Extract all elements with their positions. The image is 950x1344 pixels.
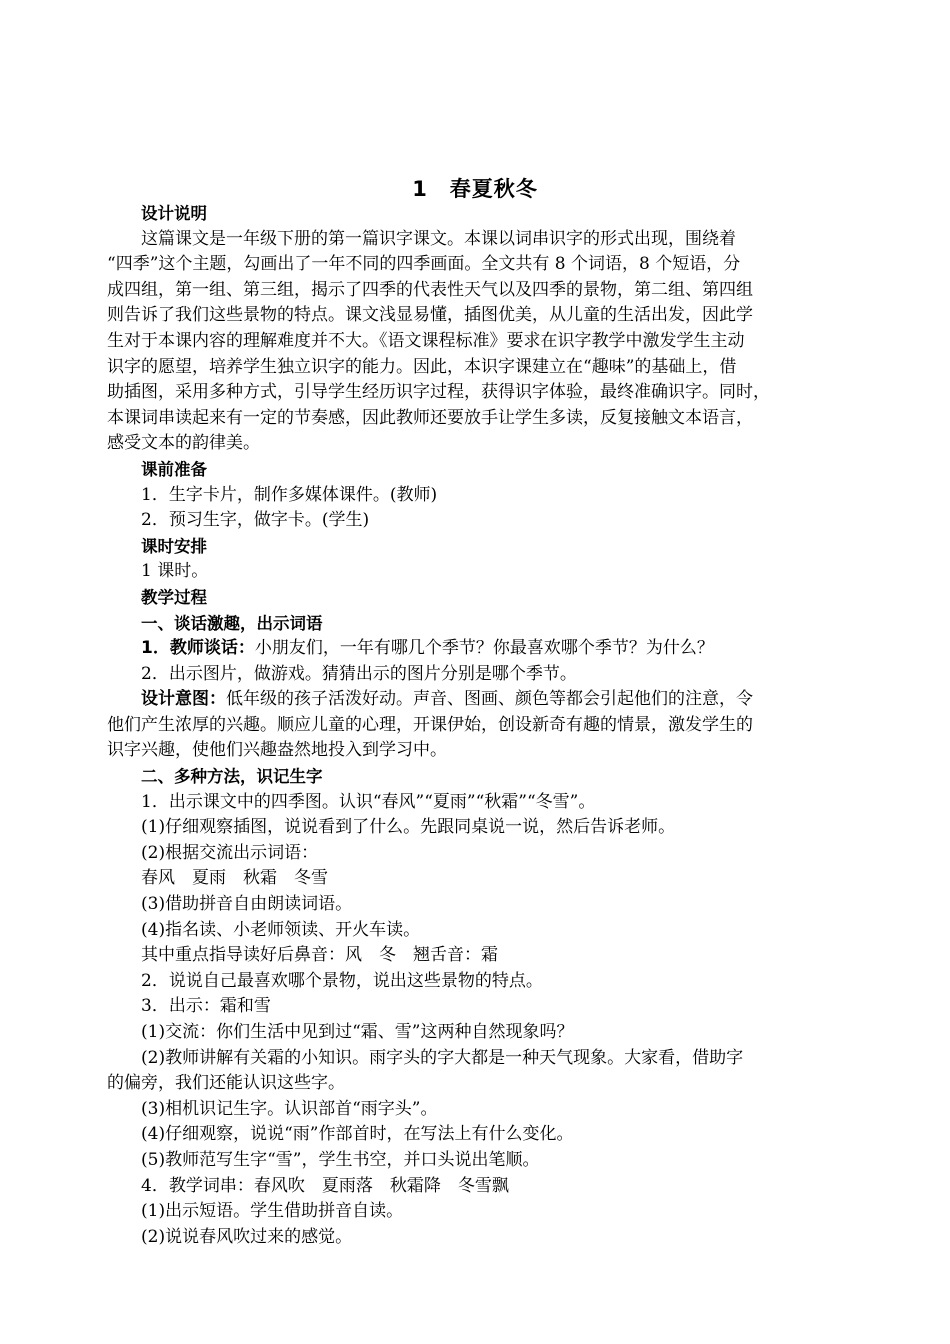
s2-line: 4．教学词串：春风吹 夏雨落 秋霜降 冬雪飘 bbox=[141, 1175, 509, 1196]
s2-focus: 其中重点指导读好后鼻音：风 冬 翘舌音：霜 bbox=[141, 945, 498, 966]
design-line: 助插图，采用多种方式，引导学生经历识字过程，获得识字体验，最终准确识字。同时， bbox=[107, 382, 770, 403]
s2-line: (2)说说春风吹过来的感觉。 bbox=[141, 1226, 353, 1247]
subsection-heading-1: 一、谈话激趣，出示词语 bbox=[141, 613, 323, 633]
schedule-text: 1 课时。 bbox=[141, 561, 209, 582]
design-intent-line: 识字兴趣，使他们兴趣盎然地投入到学习中。 bbox=[107, 740, 447, 761]
s2-words: 春风 夏雨 秋霜 冬雪 bbox=[141, 868, 328, 889]
s2-line: (4)指名读、小老师领读、开火车读。 bbox=[141, 919, 421, 940]
document-body bbox=[107, 201, 811, 1250]
subsection-heading-2: 二、多种方法，识记生字 bbox=[141, 767, 323, 787]
prep-item: 2．预习生字，做字卡。(学生) bbox=[141, 510, 370, 531]
design-line: “四季”这个主题，勾画出了一年不同的四季画面。全文共有 8 个词语，8 个短语，分 bbox=[107, 254, 741, 275]
design-line: 则告诉了我们这些景物的特点。课文浅显易懂，插图优美，从儿童的生活出发，因此学 bbox=[107, 305, 753, 326]
s2-explain: (2)教师讲解有关霜的小知识。雨字头的字大都是一种天气现象。大家看，借助字 bbox=[141, 1047, 744, 1068]
s1-item-1 bbox=[141, 636, 811, 662]
s2-line: (3)借助拼音自由朗读词语。 bbox=[141, 894, 353, 915]
design-intent bbox=[141, 687, 811, 713]
prep-item: 1．生字卡片，制作多媒体课件。(教师) bbox=[141, 484, 438, 505]
design-line: 感受文本的韵律美。 bbox=[107, 433, 260, 454]
design-line: 生对于本课内容的理解难度并不大。《语文课程标准》要求在识字教学中激发学生主动 bbox=[107, 330, 745, 351]
s2-explain: 的偏旁，我们还能认识这些字。 bbox=[107, 1073, 345, 1094]
s2-line: 3．出示：霜和雪 bbox=[141, 996, 271, 1017]
design-line: 这篇课文是一年级下册的第一篇识字课文。本课以词串识字的形式出现，围绕着 bbox=[141, 228, 736, 249]
s2-line: 1．出示课文中的四季图。认识“春风”“夏雨”“秋霜”“冬雪”。 bbox=[141, 791, 596, 812]
s1-item-2: 2．出示图片，做游戏。猜猜出示的图片分别是哪个季节。 bbox=[141, 663, 577, 684]
design-intent-line: 他们产生浓厚的兴趣。顺应儿童的心理，开课伊始，创设新奇有趣的情景，激发学生的 bbox=[107, 714, 753, 735]
design-line: 识字的愿望，培养学生独立识字的能力。因此，本识字课建立在“趣味”的基础上，借 bbox=[107, 356, 737, 377]
s1-item-1-label: 1．教师谈话： bbox=[141, 638, 255, 659]
s2-line: (1)出示短语。学生借助拼音自读。 bbox=[141, 1201, 404, 1222]
section-heading-process: 教学过程 bbox=[141, 587, 207, 607]
s2-line: (1)交流：你们生活中见到过“霜、雪”这两种自然现象吗？ bbox=[141, 1022, 574, 1042]
section-heading-prep: 课前准备 bbox=[141, 459, 207, 479]
design-intent-label: 设计意图： bbox=[141, 689, 226, 710]
s2-line: (5)教师范写生字“雪”，学生书空，并口头说出笔顺。 bbox=[141, 1149, 540, 1170]
section-heading-schedule: 课时安排 bbox=[141, 536, 207, 556]
design-line: 本课词串读起来有一定的节奏感，因此教师还要放手让学生多读，反复接触文本语言， bbox=[107, 407, 753, 428]
design-line: 成四组，第一组、第三组，揭示了四季的代表性天气以及四季的景物，第二组、第四组 bbox=[107, 279, 753, 300]
s1-item-1-text: 小朋友们，一年有哪几个季节？你最喜欢哪个季节？为什么？ bbox=[254, 638, 714, 659]
s2-line: (3)相机识记生字。认识部首“雨字头”。 bbox=[141, 1098, 438, 1119]
s2-line: (2)根据交流出示词语： bbox=[141, 842, 319, 863]
design-intent-text: 低年级的孩子活泼好动。声音、图画、颜色等都会引起他们的注意，令 bbox=[226, 689, 753, 710]
section-heading-design: 设计说明 bbox=[141, 204, 207, 223]
page-title: 1 春夏秋冬 bbox=[412, 177, 538, 201]
s2-line: (4)仔细观察，说说“雨”作部首时，在写法上有什么变化。 bbox=[141, 1124, 574, 1145]
s2-line: 2．说说自己最喜欢哪个景物，说出这些景物的特点。 bbox=[141, 970, 543, 991]
s2-line: (1)仔细观察插图，说说看到了什么。先跟同桌说一说，然后告诉老师。 bbox=[141, 817, 676, 838]
